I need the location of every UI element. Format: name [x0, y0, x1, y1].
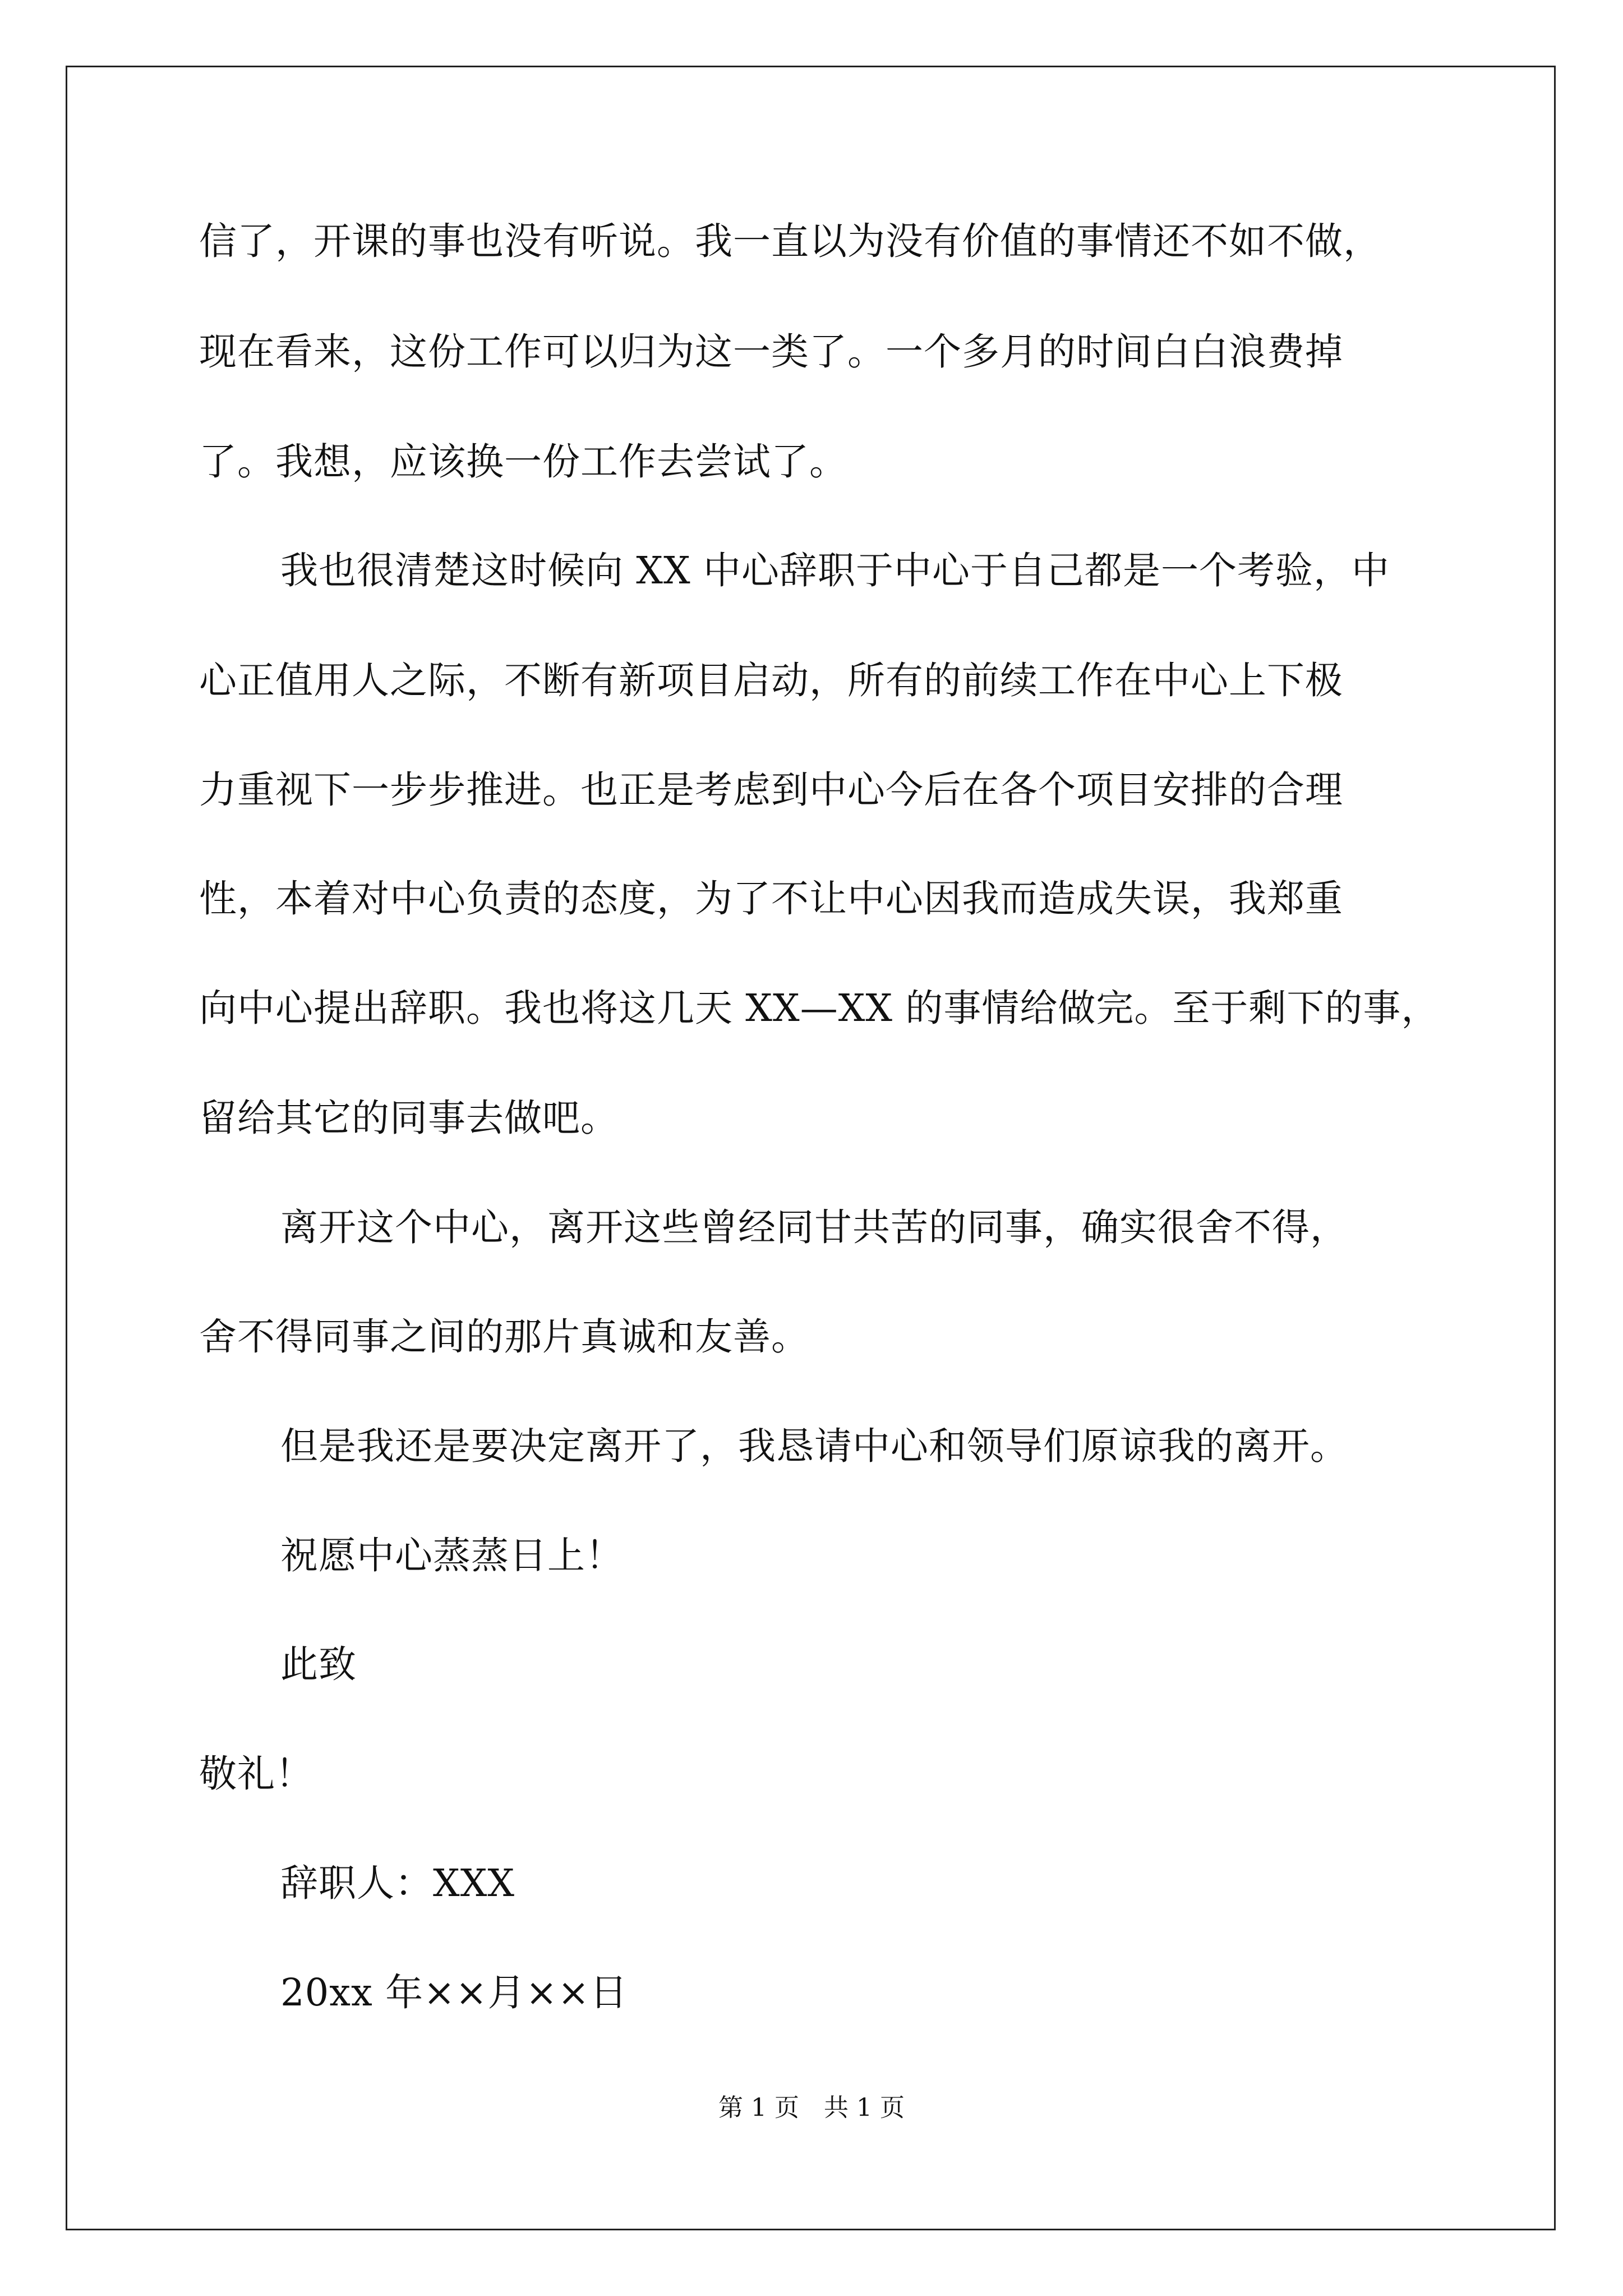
- body-line-5: 心正值用人之际，不断有新项目启动，所有的前续工作在中心上下极: [199, 659, 1343, 702]
- body-line-2: 现在看来，这份工作可以归为这一类了。一个多月的时间白白浪费掉: [199, 330, 1343, 374]
- page-number-footer: 第 1 页 共 1 页: [718, 2093, 905, 2122]
- body-line-7: 性，本着对中心负责的态度，为了不让中心因我而造成失误，我郑重: [199, 877, 1343, 921]
- body-line-12: 但是我还是要决定离开了，我恳请中心和领导们原谅我的离开。: [280, 1424, 1348, 1468]
- closing-salutation: 此致: [280, 1642, 357, 1686]
- body-line-11: 舍不得同事之间的那片真诚和友善。: [199, 1315, 809, 1359]
- signature-line: 辞职人：XXX: [280, 1861, 515, 1905]
- body-line-4: 我也很清楚这时候向 XX 中心辞职于中心于自己都是一个考验，中: [280, 549, 1390, 592]
- body-line-1: 信了，开课的事也没有听说。我一直以为没有价值的事情还不如不做，: [199, 219, 1381, 263]
- closing-regards: 敬礼！: [199, 1752, 313, 1796]
- closing-wish: 祝愿中心蒸蒸日上！: [280, 1534, 624, 1577]
- body-line-6: 力重视下一步步推进。也正是考虑到中心今后在各个项目安排的合理: [199, 768, 1343, 812]
- body-line-9: 留给其它的同事去做吧。: [199, 1096, 619, 1140]
- body-line-10: 离开这个中心，离开这些曾经同甘共苦的同事，确实很舍不得，: [280, 1205, 1348, 1249]
- body-line-3: 了。我想，应该换一份工作去尝试了。: [199, 440, 847, 484]
- date-line: 20xx 年××月××日: [280, 1971, 628, 2014]
- body-line-8: 向中心提出辞职。我也将这几天 XX—XX 的事情给做完。至于剩下的事，: [199, 986, 1440, 1030]
